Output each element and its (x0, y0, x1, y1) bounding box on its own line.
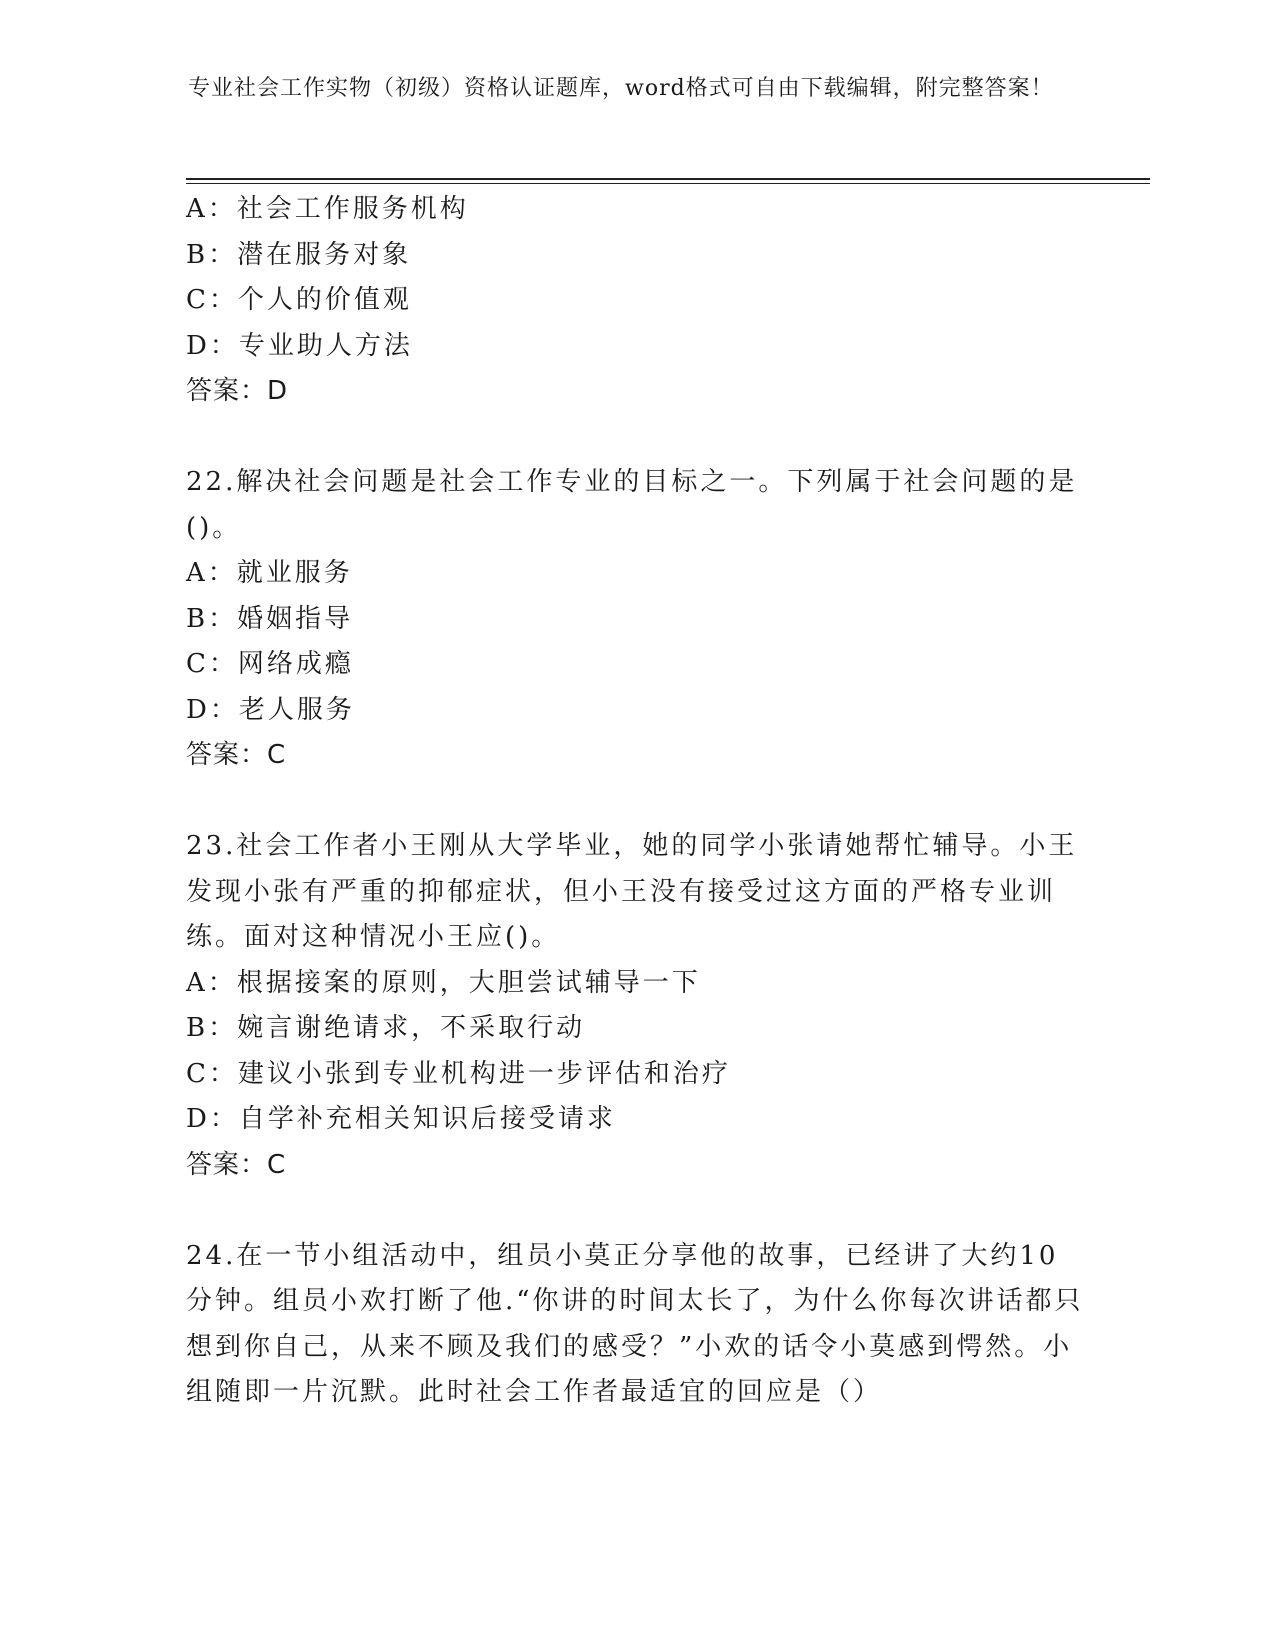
question-stem: 22.解决社会问题是社会工作专业的目标之一。下列属于社会问题的是()。 (186, 467, 1078, 543)
question-22 (186, 460, 1086, 779)
question-24 (186, 1234, 1086, 1416)
answer: 答案：D (186, 376, 289, 406)
spacer (186, 1188, 1086, 1234)
question-23 (186, 824, 1086, 1188)
header-divider-thick (186, 178, 1150, 180)
option-d: D：专业助人方法 (186, 330, 413, 361)
option-a: A：就业服务 (186, 558, 353, 588)
option-c: C：网络成瘾 (186, 649, 354, 679)
answer: 答案：C (186, 1149, 287, 1180)
question-stem: 24.在一节小组活动中，组员小莫正分享他的故事，已经讲了大约10分钟。组员小欢打断了他.“你讲的时间太长了，为什么你每次讲话都只想到你自己，从来不顾及我们的感受？”小欢的话令小莫感到愕然。小组随即一片沉默。此时社会工作者最适宜的回应是（） (186, 1240, 1084, 1407)
answer: 答案：C (186, 740, 287, 770)
question-stem: 23.社会工作者小王刚从大学毕业，她的同学小张请她帮忙辅导。小王发现小张有严重的抑郁症状，但小王没有接受过这方面的严格专业训练。面对这种情况小王应()。 (186, 831, 1078, 952)
spacer (186, 415, 1086, 461)
option-c: C：个人的价值观 (186, 285, 412, 315)
question-21 (186, 187, 1086, 415)
option-a: A：社会工作服务机构 (186, 194, 469, 224)
option-b: B：潜在服务对象 (186, 239, 412, 270)
question-content (186, 187, 1086, 1416)
option-b: B：婉言谢绝请求，不采取行动 (186, 1013, 586, 1043)
option-b: B：婚姻指导 (186, 603, 354, 634)
spacer (186, 779, 1086, 825)
option-d: D：老人服务 (186, 694, 355, 725)
option-a: A：根据接案的原则，大胆尝试辅导一下 (186, 967, 701, 998)
option-c: C：建议小张到专业机构进一步评估和治疗 (186, 1058, 731, 1089)
header-divider-thin (186, 183, 1150, 184)
option-d: D：自学补充相关知识后接受请求 (186, 1104, 616, 1134)
page-header: 专业社会工作实物（初级）资格认证题库，word格式可自由下载编辑，附完整答案！ (188, 76, 1054, 101)
